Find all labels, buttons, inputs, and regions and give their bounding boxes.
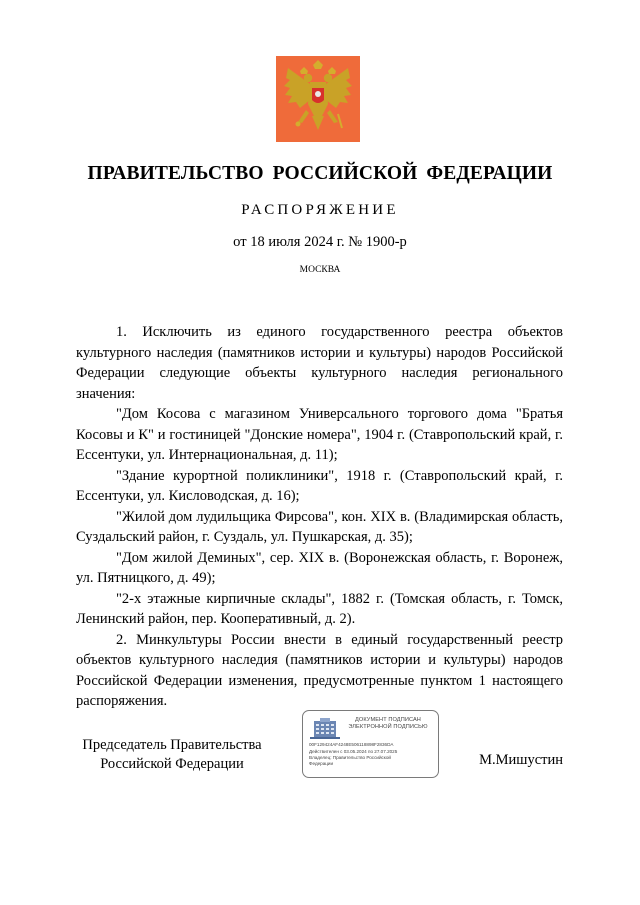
document-type: РАСПОРЯЖЕНИЕ xyxy=(241,202,399,218)
stamp-validity: Действителен с 03.05.2024 по 27.07.2025 xyxy=(309,749,398,754)
list-item-object: "Здание курортной поликлиники", 1918 г. (Ставропольский край, г. Ессентуки, ул. Кисловодская, д. 16); xyxy=(76,467,563,504)
paragraph-item-1: 1. Исключить из единого государственного реестра объектов культурного наследия (памятников истории и культуры) народов Российской Федерации следующие объекты культурного наследия регионального значения: xyxy=(76,324,563,402)
list-item-object: "Жилой дом лудильщика Фирсова", кон. XIX в. (Владимирская область, Суздальский район, г. Суздаль, ул. Пушкарская, д. 35); xyxy=(76,508,563,545)
stamp-owner: Владелец: Правительство Российской xyxy=(309,755,391,760)
document-body xyxy=(76,322,563,712)
document-city: МОСКВА xyxy=(299,265,341,275)
stamp-header-line: ДОКУМЕНТ ПОДПИСАН xyxy=(355,717,421,723)
document-date-number: от 18 июля 2024 г. № 1900-р xyxy=(233,234,407,250)
government-title: ПРАВИТЕЛЬСТВО РОССИЙСКОЙ ФЕДЕРАЦИИ xyxy=(87,163,553,184)
signatory-position-line: Председатель Правительства xyxy=(82,737,262,753)
list-item-object: "Дом жилой Деминых", сер. XIX в. (Воронежская область, г. Воронеж, ул. Пятницкого, д. 49); xyxy=(76,549,563,586)
stamp-certificate: 00F129424AF4248E506118898F2836DA xyxy=(309,742,394,747)
paragraph-item-2: 2. Минкультуры России внести в единый государственный реестр объектов культурного наследия (памятников истории и культуры) народов Российской Федерации изменения, предусмотренные пунктом 1 настоящего распоряжения. xyxy=(76,631,563,709)
stamp-header xyxy=(341,717,435,731)
signatory-position-line: Российской Федерации xyxy=(100,755,244,772)
signatory-name: М.Мишустин xyxy=(479,752,563,768)
stamp-header-line: ЭЛЕКТРОННОЙ ПОДПИСЬЮ xyxy=(348,724,428,730)
list-item-object: "2-х этажные кирпичные склады", 1882 г. (Томская область, г. Томск, Ленинский район, пер. Кооперативный, д. 2). xyxy=(76,590,563,627)
signatory-position xyxy=(76,736,268,773)
stamp-owner: Федерации xyxy=(309,761,334,766)
coat-of-arms-icon xyxy=(276,56,360,142)
electronic-signature-stamp xyxy=(302,710,439,778)
building-icon xyxy=(308,717,342,739)
list-item-object: "Дом Косова с магазином Универсального торгового дома "Братья Косовы и К" и гостиницей "Донские номера", 1904 г. (Ставропольский край, г. Ессентуки, ул. Интернациональная, д. 11); xyxy=(76,406,563,463)
